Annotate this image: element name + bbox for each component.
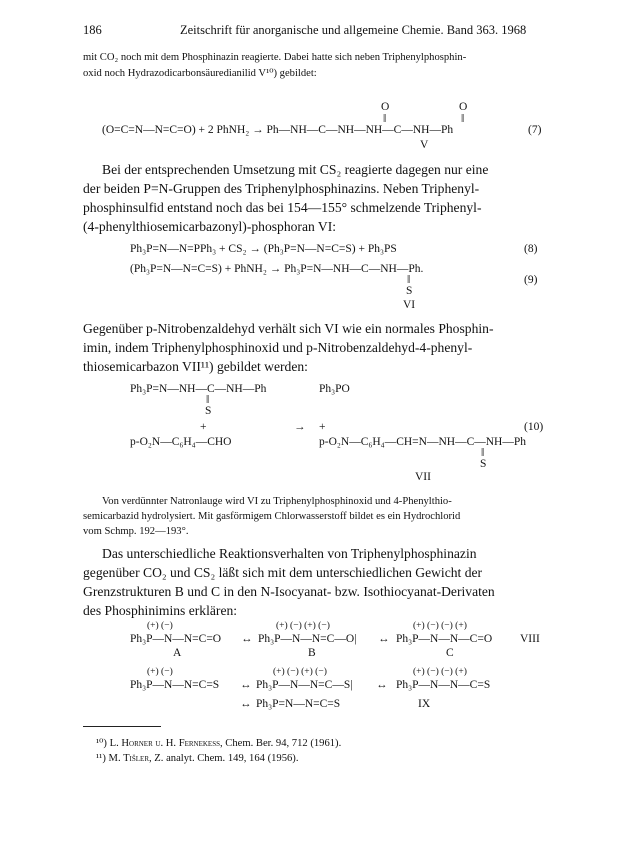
res2-structure-a: Ph₃P—N—N=C=S	[130, 679, 220, 691]
res2-charges: (+) (−)	[147, 667, 173, 677]
intro-line: oxid noch Hydrazodicarbonsäuredianilid V¹⁰) gebildet:	[83, 68, 317, 79]
res1-charges: (+) (−) (+) (−)	[276, 621, 330, 631]
eq9-number: (9)	[524, 274, 538, 286]
res1-label-c: C	[446, 647, 454, 659]
res1-structure-a: Ph₃P—N—N=C=O	[130, 633, 222, 645]
res2-arrow: ↔	[240, 698, 252, 710]
para3-line: Das unterschiedliche Reaktionsverhalten von Triphenylphosphinazin	[102, 546, 477, 561]
footnote-citation: Z. analyt. Chem. 149, 164 (1956).	[154, 753, 299, 764]
footnote-rule	[83, 726, 161, 727]
eq7-oxygen: O	[459, 101, 468, 113]
para3-line: des Phosphinimins erklären:	[83, 603, 238, 618]
res2-structure-d: Ph₃P=N—N=C=S	[256, 698, 341, 710]
res2-charges: (+) (−) (+) (−)	[273, 667, 327, 677]
para1-line: der beiden P=N-Gruppen des Triphenylphosphinazins. Neben Triphenyl-	[83, 181, 480, 196]
res2-charges: (+) (−) (−) (+)	[413, 667, 467, 677]
eq8-equation: Ph₃P=N—N=PPh₃ + CS₂ → (Ph₃P=N—N=C=S) + Ph₃PS	[130, 243, 397, 255]
eq7-compound-label: V	[420, 139, 429, 151]
eq10-product: p-O₂N—C₆H₄—CH=N—NH—C—NH—Ph	[319, 436, 526, 448]
footnote-author: M. Tišler,	[108, 753, 152, 764]
eq7-equation: (O=C=N—N=C=O) + 2 PhNH₂ → Ph—NH—C—NH—NH—C—NH—Ph	[102, 124, 454, 136]
eq10-plus: +	[200, 421, 207, 433]
para2-line: thiosemicarbazon VII¹¹) gebildet werden:	[83, 359, 308, 374]
para2-line: Gegenüber p-Nitrobenzaldehyd verhält sich VI wie ein normales Phosphin-	[83, 321, 494, 336]
eq9-equation: (Ph₃P=N—N=C=S) + PhNH₂ → Ph₃P=N—NH—C—NH—Ph.	[130, 263, 424, 275]
eq9-sulfur: S	[406, 285, 413, 297]
footnote-11	[96, 753, 298, 764]
res2-number: IX	[418, 698, 431, 710]
note-line: semicarbazid hydrolysiert. Mit gasförmigem Chlorwasserstoff bildet es ein Hydrochlorid	[83, 511, 461, 522]
eq10-arrow: →	[294, 421, 306, 433]
res1-arrow: ↔	[378, 633, 390, 645]
res2-arrow: ↔	[376, 679, 388, 691]
res1-structure-c: Ph₃P—N—N—C=O	[396, 633, 493, 645]
res1-charges: (+) (−) (−) (+)	[413, 621, 467, 631]
para1-line: phosphinsulfid entstand noch das bei 154—155° schmelzende Triphenyl-	[83, 200, 482, 215]
para3-line: gegenüber CO₂ und CS₂ läßt sich mit dem unterschiedlichen Gewicht der	[83, 565, 483, 580]
footnote-10	[96, 737, 341, 749]
res1-label-b: B	[308, 647, 316, 659]
footnote-number: ¹⁰)	[96, 738, 107, 749]
res1-arrow: ↔	[241, 633, 253, 645]
res1-label-a: A	[173, 647, 182, 659]
res2-structure-b: Ph₃P—N—N=C—S|	[256, 679, 353, 691]
res2-arrow: ↔	[240, 679, 252, 691]
eq7-double-bond: ‖	[383, 113, 387, 125]
eq7-number: (7)	[528, 124, 542, 136]
eq10-sulfur: S	[480, 458, 487, 470]
para3-line: Grenzstrukturen B und C in den N-Isocyanat- bzw. Isothiocyanat-Derivaten	[83, 584, 495, 599]
eq10-sulfur: S	[205, 405, 212, 417]
eq9-compound-label: VI	[403, 299, 416, 311]
note-line: vom Schmp. 192—193°.	[83, 526, 189, 537]
eq7-oxygen: O	[381, 101, 390, 113]
res1-number: VIII	[520, 633, 540, 645]
eq10-double-bond: ‖	[206, 394, 210, 406]
eq10-product: Ph₃PO	[319, 383, 350, 395]
running-title: Zeitschrift für anorganische und allgemeine Chemie. Band 363. 1968	[180, 23, 527, 37]
eq10-reactant: p-O₂N—C₆H₄—CHO	[130, 436, 232, 448]
eq10-double-bond: ‖	[481, 447, 485, 459]
eq9-double-bond: ‖	[407, 274, 411, 286]
footnote-citation: Chem. Ber. 94, 712 (1961).	[225, 738, 342, 749]
res1-charges: (+) (−)	[147, 621, 173, 631]
para2-line: imin, indem Triphenylphosphinoxid und p-Nitrobenzaldehyd-4-phenyl-	[83, 340, 473, 355]
intro-line: mit CO₂ noch mit dem Phosphinazin reagierte. Dabei hatte sich neben Triphenylphosphin-	[83, 52, 467, 63]
eq10-number: (10)	[524, 421, 544, 433]
para1-line: (4-phenylthiosemicarbazonyl)-phosphoran VI:	[83, 219, 337, 234]
para1-line: Bei der entsprechenden Umsetzung mit CS₂ reagierte dagegen nur eine	[102, 162, 489, 177]
eq10-reactant: Ph₃P=N—NH—C—NH—Ph	[130, 383, 267, 395]
footnote-author: L. Horner u. H. Fernekess,	[109, 738, 223, 749]
eq8-number: (8)	[524, 243, 538, 255]
page-number: 186	[83, 23, 102, 37]
res1-structure-b: Ph₃P—N—N=C—O|	[258, 633, 357, 645]
footnote-number: ¹¹)	[96, 753, 106, 764]
note-line: Von verdünnter Natronlauge wird VI zu Triphenylphosphinoxid und 4-Phenylthio-	[102, 496, 452, 507]
eq10-compound-label: VII	[415, 471, 431, 483]
eq10-plus: +	[319, 421, 326, 433]
eq7-double-bond: ‖	[461, 113, 465, 125]
res2-structure-c: Ph₃P—N—N—C=S	[396, 679, 491, 691]
